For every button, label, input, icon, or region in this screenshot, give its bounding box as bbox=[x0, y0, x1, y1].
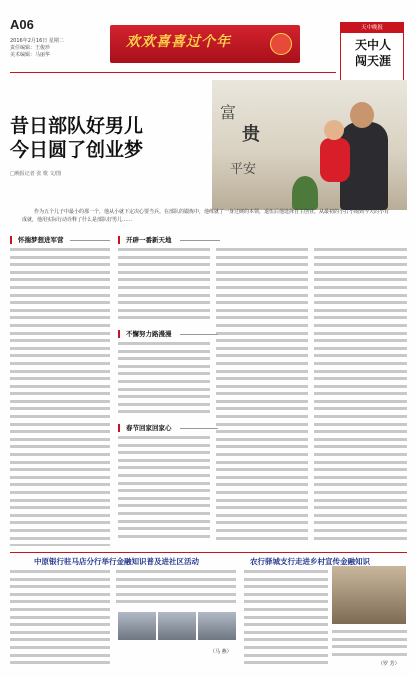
text-column-4 bbox=[314, 248, 407, 546]
text-column-2b bbox=[118, 342, 210, 420]
child-head bbox=[324, 120, 344, 140]
ad-title-right: 农行驿城支行走进乡村宣传金融知识 bbox=[250, 557, 370, 566]
calligraphy-char: 富 bbox=[220, 103, 237, 122]
article-lede: 作为五个儿子中最小的那一个，他从小就下定决心要当兵。在部队的锻炼中，他练就了一身过硬的本领，退伍后他选择自主创业，从最初的小打小闹到今天的小有成就，他用实际行动诠释了什么是部队好男儿…… bbox=[22, 209, 390, 223]
article-headline bbox=[10, 114, 210, 162]
column-name-line-1: 天中人 bbox=[354, 38, 391, 52]
column-name bbox=[345, 37, 401, 69]
text-column-2a bbox=[118, 248, 210, 326]
calligraphy-char: 贵 bbox=[242, 124, 260, 145]
ad-sign-left: （马 燕） bbox=[210, 649, 232, 655]
section-rule bbox=[180, 240, 220, 241]
child-figure bbox=[320, 138, 350, 182]
festival-banner bbox=[110, 25, 300, 63]
edition-meta bbox=[10, 38, 64, 59]
banner-text: 欢欢喜喜过个年 bbox=[126, 34, 231, 50]
man-head bbox=[350, 102, 374, 128]
section-head-1: 怀揣梦想进军营 bbox=[10, 236, 64, 244]
ad-sign-right: （罗 芳） bbox=[378, 661, 400, 667]
section-rule bbox=[70, 240, 110, 241]
ad-photo-left-3 bbox=[198, 612, 236, 640]
section-head-2: 开辟一番新天地 bbox=[118, 236, 172, 244]
header-divider bbox=[10, 72, 336, 73]
text-column-1 bbox=[10, 248, 110, 546]
headline-line-1: 昔日部队好男儿 bbox=[10, 115, 144, 137]
ad-title-left: 中原银行驻马店分行举行金融知识普及进社区活动 bbox=[34, 557, 199, 566]
article-photo bbox=[212, 80, 407, 210]
meta-editor: 责任编辑：王俊珍 bbox=[10, 45, 51, 51]
text-column-3 bbox=[216, 248, 308, 546]
ad-photo-right bbox=[332, 566, 406, 624]
section-rule bbox=[180, 428, 218, 429]
calligraphy-char: 平安 bbox=[230, 162, 257, 177]
meta-designer: 美术编辑：马丽华 bbox=[10, 52, 51, 58]
page-number: A06 bbox=[10, 17, 34, 32]
lantern-icon bbox=[270, 33, 292, 55]
ad-text-right bbox=[244, 570, 328, 670]
column-name-line-2: 闯天涯 bbox=[354, 54, 391, 68]
article-byline: □晚报记者 张 歌 文/图 bbox=[10, 171, 62, 177]
section-rule bbox=[180, 334, 218, 335]
plant-shape bbox=[292, 176, 318, 210]
section-head-3: 不懈努力路漫漫 bbox=[118, 330, 172, 338]
ad-text-right-2 bbox=[332, 630, 407, 660]
headline-line-2: 今日圆了创业梦 bbox=[10, 139, 144, 161]
column-brand: 天中晚报 bbox=[341, 23, 403, 33]
ad-photo-left-2 bbox=[158, 612, 196, 640]
ad-text-left-2 bbox=[116, 570, 236, 610]
column-logo bbox=[340, 22, 404, 84]
section-head-4: 春节回家回家心 bbox=[118, 424, 172, 432]
ad-photo-left-1 bbox=[118, 612, 156, 640]
text-column-2c bbox=[118, 436, 210, 546]
meta-date: 2016年2月16日 星期二 bbox=[10, 38, 64, 44]
ad-text-left-1 bbox=[10, 570, 110, 670]
